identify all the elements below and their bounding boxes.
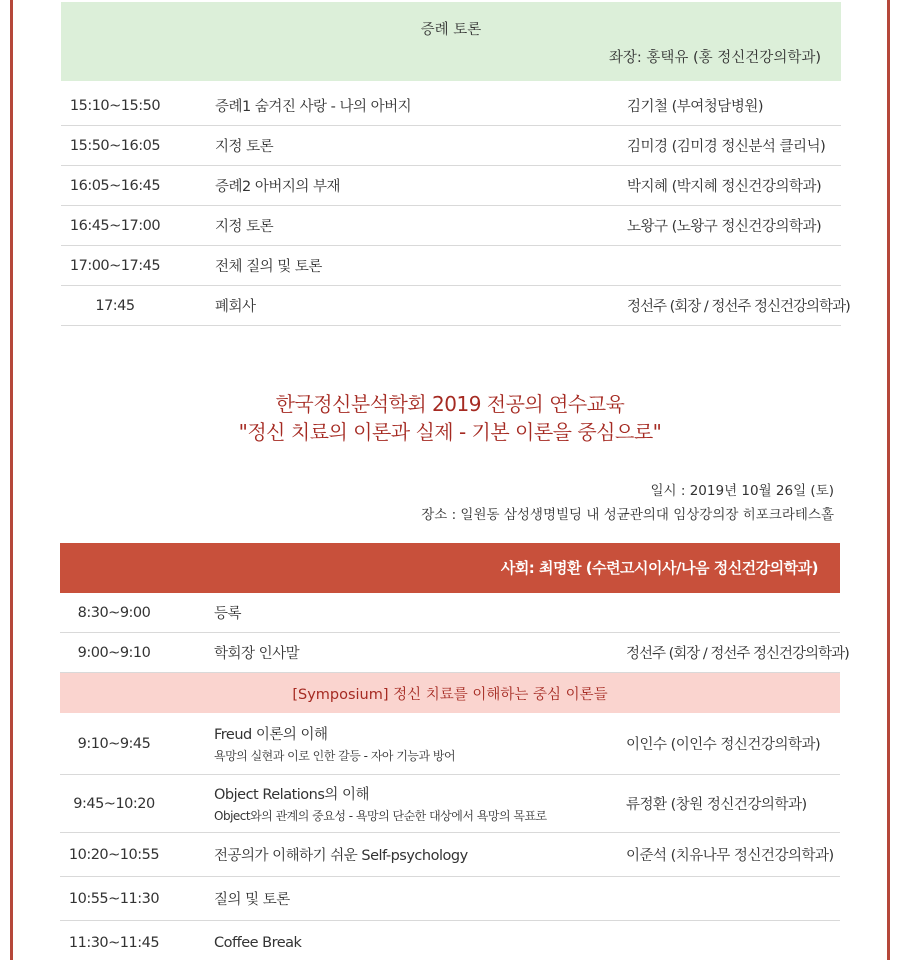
event-title-line1: 한국정신분석학회 2019 전공의 연수교육 xyxy=(275,392,625,416)
row-time: 16:45~17:00 xyxy=(69,217,161,234)
case-schedule-table xyxy=(61,86,850,326)
row-title: 등록 xyxy=(214,606,242,622)
row-title: Coffee Break xyxy=(214,935,302,951)
row-time: 9:45~10:20 xyxy=(73,795,155,812)
table-row xyxy=(60,775,840,833)
row-speaker: 김미경 (김미경 정신분석 클리닉) xyxy=(627,139,826,155)
row-speaker: 이준석 (치유나무 정신건강의학과) xyxy=(626,848,834,864)
row-title: 학회장 인사말 xyxy=(214,646,300,662)
table-row xyxy=(60,921,840,960)
row-title-block xyxy=(214,723,626,764)
moderator-label: 사회: 최명환 (수련고시이사/나음 정신건강의학과) xyxy=(500,559,818,577)
table-row xyxy=(61,246,841,286)
row-time: 9:00~9:10 xyxy=(77,644,151,661)
case-discussion-header xyxy=(61,2,841,81)
table-row xyxy=(60,593,840,633)
row-time: 8:30~9:00 xyxy=(77,604,151,621)
row-speaker: 류정환 (창원 정신건강의학과) xyxy=(626,797,807,813)
training-schedule-table xyxy=(60,593,849,960)
row-title: 지정 토론 xyxy=(215,139,274,155)
row-title: 질의 및 토론 xyxy=(214,892,290,908)
row-speaker: 정선주 (회장 / 정선주 정신건강의학과) xyxy=(627,299,850,315)
row-speaker: 김기철 (부여청담병원) xyxy=(627,99,763,115)
row-subtitle: 욕망의 실현과 이로 인한 갈등 - 자아 기능과 방어 xyxy=(214,749,456,763)
table-row xyxy=(60,877,840,921)
event-date: 일시 : 2019년 10월 26일 (토) xyxy=(650,483,834,499)
row-time: 10:20~10:55 xyxy=(68,846,160,863)
row-title: 전체 질의 및 토론 xyxy=(215,259,322,275)
table-row xyxy=(60,633,849,673)
symposium-header: [Symposium] 정신 치료를 이해하는 중심 이론들 xyxy=(60,673,840,713)
event-venue: 장소 : 일원동 삼성생명빌딩 내 성균관의대 임상강의장 히포크라테스홀 xyxy=(421,507,834,523)
row-title: 증례2 아버지의 부재 xyxy=(215,179,340,195)
row-title: 폐회사 xyxy=(215,299,256,315)
row-time: 15:50~16:05 xyxy=(69,137,161,154)
row-time: 9:10~9:45 xyxy=(77,735,151,752)
table-row xyxy=(60,833,840,877)
row-time: 11:30~11:45 xyxy=(68,935,160,951)
row-title: Freud 이론의 이해 xyxy=(214,727,328,743)
table-row xyxy=(60,713,840,775)
row-speaker: 정선주 (회장 / 정선주 정신건강의학과) xyxy=(626,646,849,662)
row-title: 전공의가 이해하기 쉬운 Self-psychology xyxy=(214,848,468,864)
table-row xyxy=(61,206,841,246)
table-row xyxy=(61,166,841,206)
page-border-right xyxy=(887,0,890,960)
row-speaker: 노왕구 (노왕구 정신건강의학과) xyxy=(627,219,822,235)
row-title: 증례1 숨겨진 사랑 - 나의 아버지 xyxy=(215,99,412,115)
table-row xyxy=(61,286,850,326)
table-row xyxy=(61,86,841,126)
row-time: 10:55~11:30 xyxy=(68,890,160,907)
row-time: 15:10~15:50 xyxy=(69,97,161,114)
row-subtitle: Object와의 관계의 중요성 - 욕망의 단순한 대상에서 욕망의 목표로 xyxy=(214,809,547,823)
event-title xyxy=(0,390,900,446)
row-speaker: 이인수 (이인수 정신건강의학과) xyxy=(626,737,821,753)
event-title-line2: "정신 치료의 이론과 실제 - 기본 이론을 중심으로" xyxy=(238,420,662,444)
moderator-header xyxy=(60,543,840,593)
table-row xyxy=(61,126,841,166)
row-time: 16:05~16:45 xyxy=(69,177,161,194)
row-title: 지정 토론 xyxy=(215,219,274,235)
page-border-left xyxy=(10,0,13,960)
row-title: Object Relations의 이해 xyxy=(214,787,370,803)
row-speaker: 박지혜 (박지혜 정신건강의학과) xyxy=(627,179,822,195)
case-discussion-chair: 좌장: 홍택유 (홍 정신건강의학과) xyxy=(608,50,821,66)
row-time: 17:00~17:45 xyxy=(69,257,161,274)
case-discussion-title: 증례 토론 xyxy=(420,22,482,38)
row-time: 17:45 xyxy=(95,297,135,314)
row-title-block xyxy=(214,783,626,824)
